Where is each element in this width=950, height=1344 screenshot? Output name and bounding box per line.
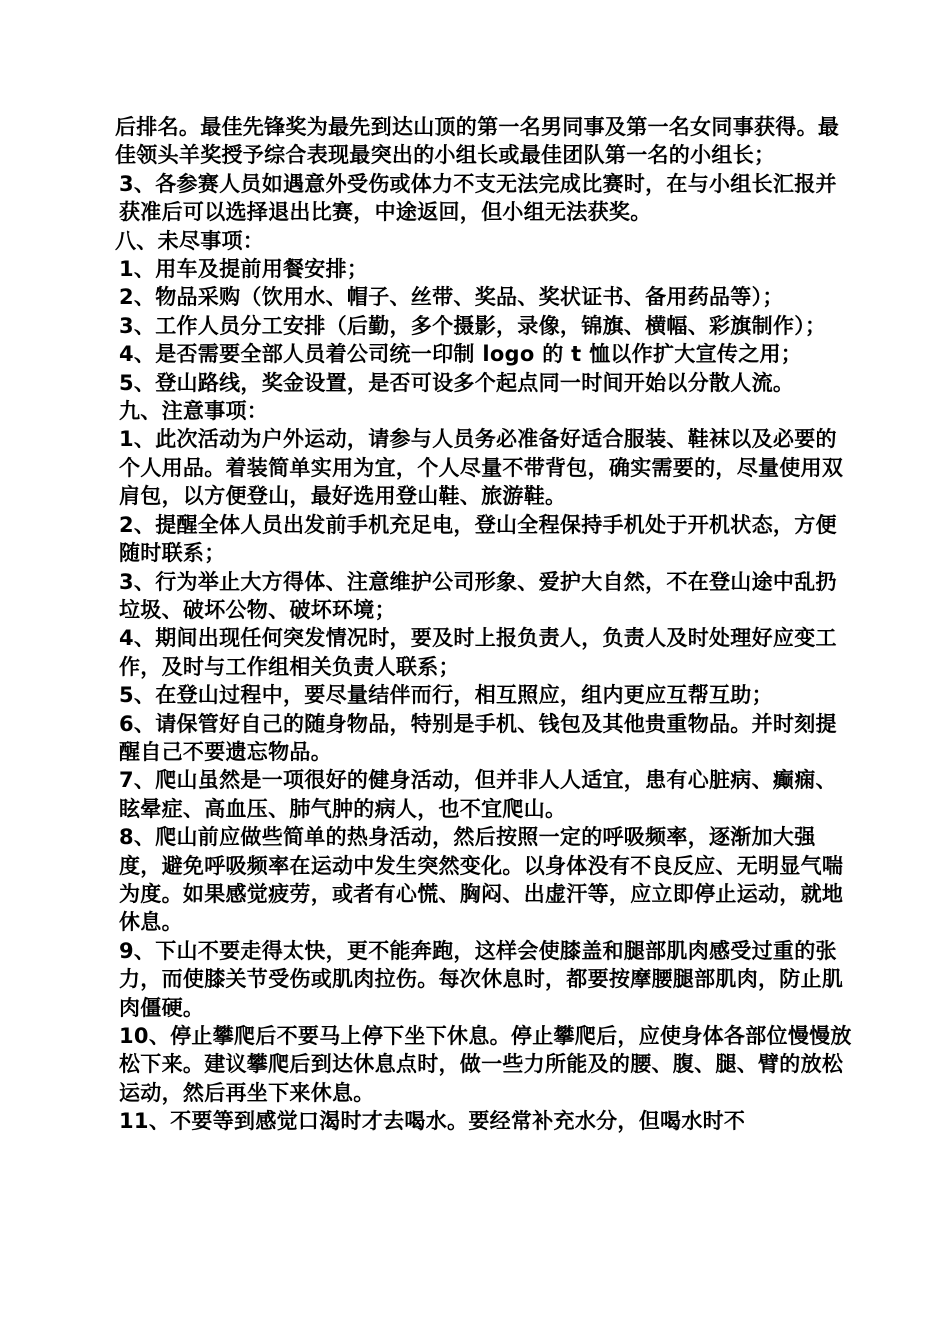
list-item-route-prize: 5、登山路线，奖金设置，是否可设多个起点同一时间开始以分散人流。 bbox=[119, 370, 795, 395]
list-item-emergency: 4、期间出现任何突发情况时，要及时上报负责人，负责人及时处理好应变工作，及时与工作组相关负责人联系； bbox=[119, 626, 837, 679]
list-item-phone-charge: 2、提醒全体人员出发前手机充足电，登山全程保持手机处于开机状态，方便随时联系； bbox=[119, 512, 837, 566]
list-item-hydration: 11、不要等到感觉口渴时才去喝水。要经常补充水分，但喝水时不 bbox=[119, 1109, 746, 1134]
document-page bbox=[115, 113, 855, 1136]
list-item-purchasing: 2、物品采购（饮用水、帽子、丝带、奖品、奖状证书、备用药品等）； bbox=[119, 285, 784, 310]
list-item-warm-up: 8、爬山前应做些简单的热身活动，然后按照一定的呼吸频率，逐渐加大强度，避免呼吸频率在运动中发生突然变化。以身体没有不良反应、无明显气喘为度。如果感觉疲劳，或者有心慌、胸闷、出虚汗等，应立即停止运动，就地休息。 bbox=[119, 825, 844, 935]
list-item-descending: 9、下山不要走得太快，更不能奔跑，这样会使膝盖和腿部肌肉感受过重的张力，而使膝关节受伤或肌肉拉伤。每次休息时，都要按摩腰腿部肌肉，防止肌肉僵硬。 bbox=[119, 938, 844, 1020]
section-heading-precautions: 九、注意事项： bbox=[119, 399, 269, 424]
list-item-transport-meals: 1、用车及提前用餐安排； bbox=[119, 257, 369, 282]
list-item-belongings: 6、请保管好自己的随身物品，特别是手机、钱包及其他贵重物品。并时刻提醒自己不要遗忘物品。 bbox=[119, 711, 837, 764]
list-item-behavior: 3、行为举止大方得体、注意维护公司形象、爱护大自然，不在登山途中乱扔垃圾、破坏公物、破坏环境； bbox=[119, 569, 837, 622]
section-heading-pending-items: 八、未尽事项： bbox=[115, 228, 265, 253]
list-item-uniform-tshirt: 4、是否需要全部人员着公司统一印制 logo 的 t 恤以作扩大宣传之用； bbox=[119, 342, 803, 367]
paragraph-award-rules: 后排名。最佳先锋奖为最先到达山顶的第一名男同事及第一名女同事获得。最佳领头羊奖授予综合表现最突出的小组长或最佳团队第一名的小组长； bbox=[115, 115, 840, 168]
list-item-teamwork: 5、在登山过程中，要尽量结伴而行，相互照应，组内更应互帮互助； bbox=[119, 683, 773, 708]
list-item-staff-assignment: 3、工作人员分工安排（后勤，多个摄影，录像，锦旗、横幅、彩旗制作）； bbox=[119, 313, 827, 338]
list-item-cool-down: 10、停止攀爬后不要马上停下坐下休息。停止攀爬后，应使身体各部位慢慢放松下来。建议攀爬后到达休息点时，做一些力所能及的腰、腹、腿、臂的放松运动，然后再坐下来休息。 bbox=[119, 1024, 852, 1105]
list-item-health-warning: 7、爬山虽然是一项很好的健身活动，但并非人人适宜，患有心脏病、癫痫、眩晕症、高血压、肺气肿的病人，也不宜爬山。 bbox=[119, 768, 837, 821]
paragraph-withdrawal-rule: 3、各参赛人员如遇意外受伤或体力不支无法完成比赛时，在与小组长汇报并获准后可以选择退出比赛，中途返回，但小组无法获奖。 bbox=[119, 171, 837, 225]
list-item-clothing: 1、此次活动为户外运动，请参与人员务必准备好适合服装、鞋袜以及必要的个人用品。着装简单实用为宜，个人尽量不带背包，确实需要的，尽量使用双肩包，以方便登山，最好选用登山鞋、旅游鞋。 bbox=[119, 427, 844, 509]
